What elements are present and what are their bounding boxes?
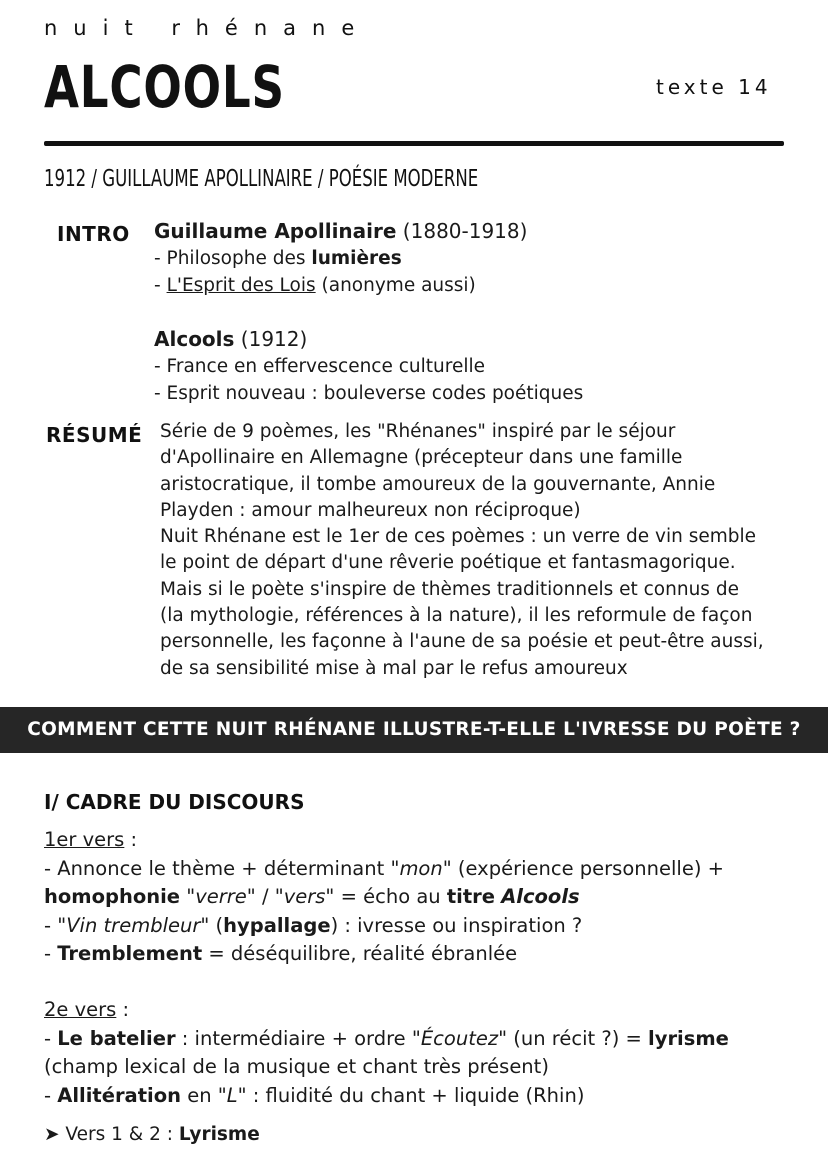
v1-l2-i: Alcools <box>501 885 580 908</box>
verse-1-label: 1er vers <box>44 828 125 851</box>
conclusion-line <box>44 1121 260 1150</box>
section-title: I/ CADRE DU DISCOURS <box>44 790 305 814</box>
v1-l2-a: homophonie <box>44 885 181 908</box>
verse-2-colon: : <box>116 998 130 1021</box>
meta-line: 1912 / GUILLAUME APOLLINAIRE / POÉSIE MODERNE <box>44 166 479 192</box>
work-year: (1912) <box>234 327 308 351</box>
v2-l1-e: (un récit ?) = <box>507 1026 649 1050</box>
intro-label: INTRO <box>57 222 130 246</box>
v1-l3-a: - <box>44 913 58 937</box>
verse-1-colon: : <box>124 828 138 851</box>
v1-l3-e: ) : ivresse ou inspiration ? <box>330 913 583 937</box>
resume-line: de sa sensibilité mise à mal par le refus amoureux <box>160 657 628 679</box>
resume-line: aristocratique, il tombe amoureux de la gouvernante, Annie <box>160 473 716 495</box>
v1-l2-g: titre <box>446 885 495 908</box>
v2-l3-b: Allitération <box>57 1083 182 1107</box>
verse-2-line-3 <box>44 1082 729 1111</box>
resume-line: Série de 9 poèmes, les "Rhénanes" inspiré par le séjour <box>160 421 676 442</box>
intro-block <box>154 218 583 407</box>
verse-2-block <box>44 996 729 1110</box>
v2-l3-c: en <box>181 1083 218 1107</box>
v1-l1-a: - Annonce le thème + déterminant <box>44 856 391 880</box>
v1-l1-b: "mon" <box>390 856 452 880</box>
verse-1-line-3 <box>44 912 724 941</box>
page-subtitle: nuit rhénane <box>44 16 371 40</box>
intro-line-1-bold: lumières <box>311 248 402 269</box>
verse-1-line-2 <box>44 883 724 912</box>
verse-1-line-4 <box>44 940 724 969</box>
v1-l2-f: = écho au <box>334 885 447 908</box>
resume-label: RÉSUMÉ <box>46 423 143 447</box>
intro-line-1-text: - Philosophe des <box>154 248 312 269</box>
v2-l1-d: "Écoutez" <box>411 1026 508 1050</box>
verse-1-line-1 <box>44 855 724 884</box>
verse-1-heading <box>44 826 724 855</box>
intro-line-2-note: (anonyme aussi) <box>315 275 476 296</box>
verse-2-heading <box>44 996 729 1025</box>
v1-l2-e: "vers" <box>274 885 335 908</box>
question-banner: COMMENT CETTE NUIT RHÉNANE ILLUSTRE-T-ELLE L'IVRESSE DU POÈTE ? <box>0 707 828 753</box>
resume-line: personnelle, les façonne à l'aune de sa poésie et peut-être aussi, <box>160 631 764 653</box>
verse-2-label: 2e vers <box>44 998 117 1021</box>
text-number: texte 14 <box>656 75 772 99</box>
v1-l3-d: hypallage <box>223 913 331 937</box>
intro-line-3: - France en effervescence culturelle <box>154 356 485 377</box>
author-dates: (1880-1918) <box>396 219 528 243</box>
v2-l1-f: lyrisme <box>648 1026 729 1050</box>
header-divider <box>44 141 784 146</box>
v2-l3-a: - <box>44 1083 58 1107</box>
conclusion-text: Vers 1 & 2 : <box>59 1124 179 1145</box>
v1-l2-c: "verre" <box>186 885 256 908</box>
verse-1-block <box>44 826 724 969</box>
author-line <box>154 218 583 245</box>
resume-line: (la mythologie, références à la nature), il les reformule de façon <box>160 605 753 627</box>
resume-line: d'Apollinaire en Allemagne (précepteur dans une famille <box>160 447 683 469</box>
intro-line-1 <box>154 245 583 272</box>
v1-l2-d: / <box>255 885 275 908</box>
v1-l3-c: ( <box>209 913 224 937</box>
v2-l3-d: "L" <box>217 1083 247 1107</box>
page-title: ALCOOLS <box>44 53 285 121</box>
resume-line: Nuit Rhénane est le 1er de ces poèmes : un verre de vin semble <box>160 526 757 548</box>
verse-2-line-2: (champ lexical de la musique et chant très présent) <box>44 1055 549 1078</box>
v1-l4-b: Tremblement <box>57 942 203 965</box>
resume-line: Mais si le poète s'inspire de thèmes traditionnels et connus de <box>160 578 739 600</box>
intro-line-2-dash: - <box>154 275 167 296</box>
v2-l1-b: Le batelier <box>57 1026 176 1050</box>
v1-l1-c: (expérience personnelle) + <box>451 856 724 880</box>
resume-block <box>160 419 764 682</box>
author-name: Guillaume Apollinaire <box>154 219 397 243</box>
v1-l3-b: "Vin trembleur" <box>57 913 210 937</box>
resume-line: le point de départ d'une rêverie poétique et fantasmagorique. <box>160 552 736 574</box>
intro-line-4: - Esprit nouveau : bouleverse codes poétiques <box>154 383 584 404</box>
verse-2-line-1 <box>44 1025 729 1054</box>
arrow-icon: ➤ <box>44 1124 60 1145</box>
v2-l1-a: - <box>44 1026 58 1050</box>
resume-line: Playden : amour malheureux non réciproque) <box>160 499 581 521</box>
v1-l4-a: - <box>44 942 58 965</box>
v2-l3-e: : fluidité du chant + liquide (Rhin) <box>246 1083 585 1107</box>
work-title: Alcools <box>154 327 235 351</box>
v1-l4-c: = déséquilibre, réalité ébranlée <box>202 942 518 965</box>
conclusion-bold: Lyrisme <box>178 1124 260 1145</box>
intro-line-2 <box>154 272 583 299</box>
work-line <box>154 326 583 353</box>
v2-l1-c: : intermédiaire + ordre <box>175 1026 412 1050</box>
intro-line-2-work: L'Esprit des Lois <box>166 275 316 296</box>
